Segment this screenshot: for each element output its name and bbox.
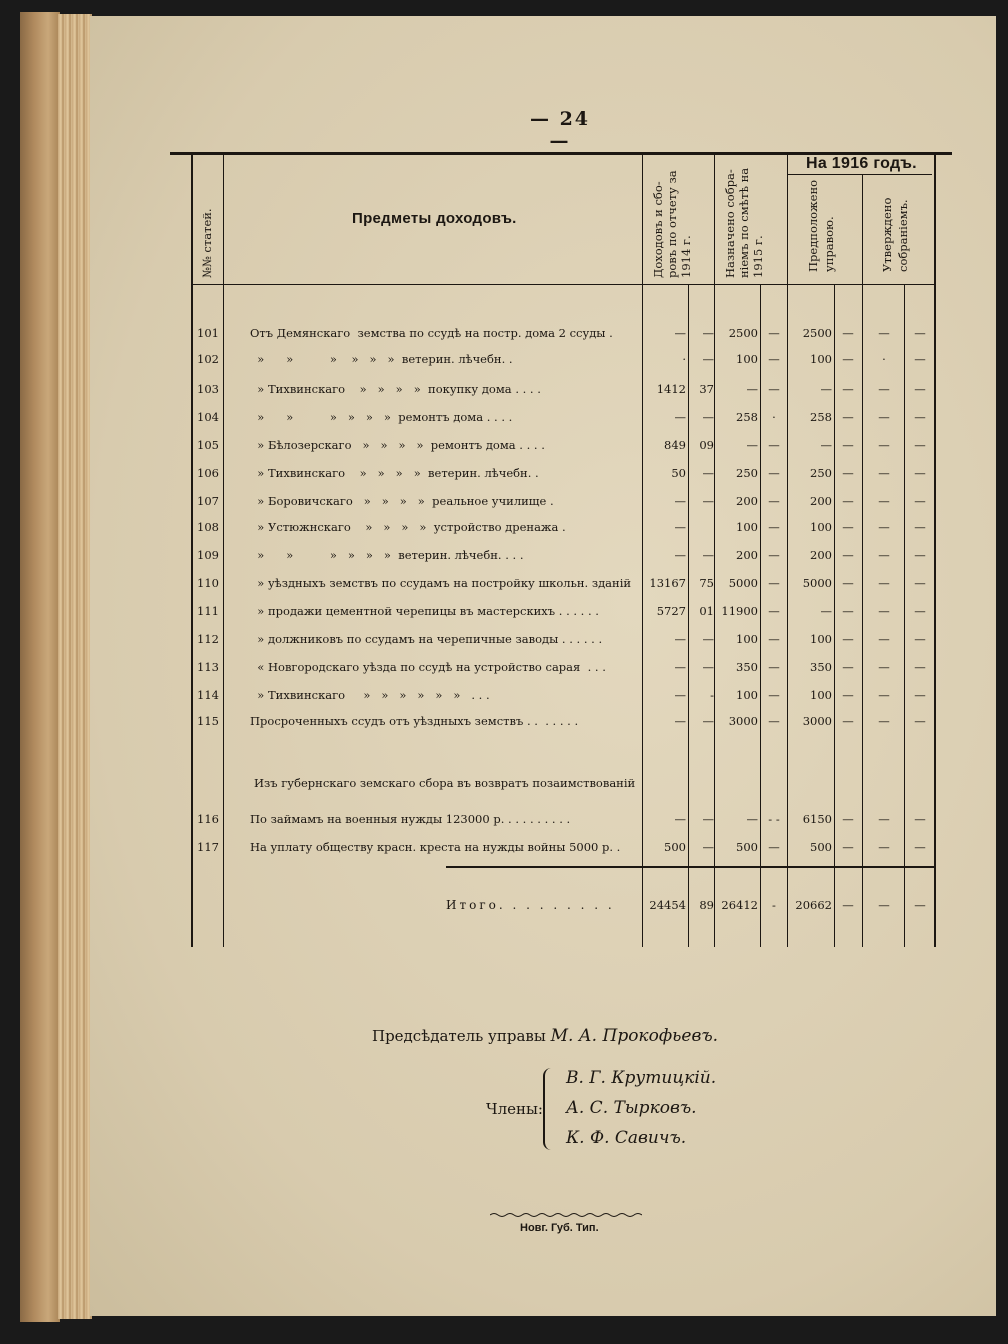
- cell-b2: —: [768, 352, 780, 366]
- cell-num: 101: [197, 326, 219, 340]
- cell-d2: —: [914, 714, 926, 728]
- cell-a2: —: [702, 548, 714, 562]
- cell-c1: 200: [810, 548, 832, 562]
- cell-d2: —: [914, 812, 926, 826]
- col-items-header: Предметы доходовъ.: [352, 210, 517, 227]
- cell-a1: 500: [664, 840, 686, 854]
- cell-d2: —: [914, 632, 926, 646]
- cell-d2: —: [914, 520, 926, 534]
- cell-c2: —: [842, 382, 854, 396]
- cell-a2: —: [702, 632, 714, 646]
- member-2: А. С. Тырковъ.: [566, 1098, 697, 1118]
- cell-b1: 3000: [728, 714, 758, 728]
- cell-c1: 6150: [802, 812, 832, 826]
- cell-c2: —: [842, 548, 854, 562]
- cell-b1: 5000: [728, 576, 758, 590]
- cell-a2: —: [702, 714, 714, 728]
- cell-num: 103: [197, 382, 219, 396]
- cell-c1: 100: [810, 520, 832, 534]
- total-b1: 26412: [721, 898, 758, 912]
- table-row: [0, 836, 1008, 858]
- cell-d1: —: [878, 714, 890, 728]
- cell-num: 108: [197, 520, 219, 534]
- table-row: [0, 462, 1008, 484]
- cell-c2: —: [842, 714, 854, 728]
- cell-b1: 100: [736, 688, 758, 702]
- cell-a2: —: [702, 840, 714, 854]
- cell-b2: —: [768, 840, 780, 854]
- cell-b2: —: [768, 688, 780, 702]
- cell-c2: —: [842, 438, 854, 452]
- cell-d2: —: [914, 494, 926, 508]
- cell-desc: » » » » » » ремонтъ дома . . . .: [250, 410, 513, 424]
- cell-c2: —: [842, 326, 854, 340]
- cell-b2: —: [768, 714, 780, 728]
- cell-desc: Отъ Демянскаго земства по ссудѣ на постр. дома 2 ссуды .: [250, 326, 613, 340]
- cell-c2: —: [842, 466, 854, 480]
- cell-d2: —: [914, 326, 926, 340]
- cell-b2: - -: [768, 812, 780, 826]
- cell-c1: —: [820, 438, 832, 452]
- table-row: [0, 434, 1008, 456]
- cell-a2: —: [702, 466, 714, 480]
- cell-d1: —: [878, 382, 890, 396]
- cell-c1: 5000: [802, 576, 832, 590]
- cell-desc: » » » » » » ветерин. лѣчебн. . . .: [250, 548, 524, 562]
- cell-b2: —: [768, 382, 780, 396]
- cell-desc: » Тихвинскаго » » » » покупку дома . . . .: [250, 382, 541, 396]
- cell-b2: —: [768, 520, 780, 534]
- table-row: [0, 808, 1008, 830]
- cell-desc: » уѣздныхъ земствъ по ссудамъ на постройку школьн. зданій: [250, 576, 632, 590]
- cell-desc: » Тихвинскаго » » » » ветерин. лѣчебн. .: [250, 466, 539, 480]
- cell-c1: 3000: [802, 714, 832, 728]
- cell-b1: —: [746, 382, 758, 396]
- cell-desc: Просроченныхъ ссудъ отъ уѣздныхъ земствъ . . . . . . .: [250, 714, 579, 728]
- cell-num: 113: [197, 660, 219, 674]
- table-row: [0, 378, 1008, 400]
- chair-line: [372, 1026, 718, 1046]
- cell-c1: —: [820, 604, 832, 618]
- table-row: [0, 406, 1008, 428]
- cell-b1: 500: [736, 840, 758, 854]
- cell-c2: —: [842, 688, 854, 702]
- cell-b2: —: [768, 494, 780, 508]
- total-b2: -: [772, 898, 776, 912]
- cell-a1: 13167: [649, 576, 686, 590]
- cell-d2: —: [914, 548, 926, 562]
- cell-b1: 258: [736, 410, 758, 424]
- member-3: К. Ф. Савичъ.: [566, 1128, 687, 1148]
- total-label: Итого. . . . . . . . .: [446, 898, 615, 912]
- cell-a1: —: [674, 660, 686, 674]
- cell-d1: —: [878, 688, 890, 702]
- chair-name: М. А. Прокофьевъ.: [550, 1026, 719, 1046]
- total-a1: 24454: [649, 898, 686, 912]
- cell-c2: —: [842, 812, 854, 826]
- cell-b1: 2500: [728, 326, 758, 340]
- cell-b2: —: [768, 438, 780, 452]
- cell-b1: 200: [736, 494, 758, 508]
- cell-a2: —: [702, 660, 714, 674]
- cell-a1: 50: [671, 466, 686, 480]
- cell-desc: » Боровичскаго » » » » реальное училище .: [250, 494, 554, 508]
- table-row: [0, 516, 1008, 538]
- cell-a2: —: [702, 812, 714, 826]
- cell-a1: 849: [664, 438, 686, 452]
- total-d1: —: [878, 898, 890, 912]
- cell-c1: —: [820, 382, 832, 396]
- cell-d2: —: [914, 604, 926, 618]
- total-a2: 89: [699, 898, 714, 912]
- cell-b2: —: [768, 326, 780, 340]
- cell-d1: —: [878, 548, 890, 562]
- cell-d2: —: [914, 352, 926, 366]
- cell-b1: 11900: [721, 604, 758, 618]
- cell-d2: —: [914, 688, 926, 702]
- cell-b2: —: [768, 660, 780, 674]
- total-d2: —: [914, 898, 926, 912]
- cell-a2: 37: [699, 382, 714, 396]
- cell-desc: » продажи цементной черепицы въ мастерскихъ . . . . . .: [250, 604, 599, 618]
- cell-c2: —: [842, 576, 854, 590]
- cell-num: 107: [197, 494, 219, 508]
- cell-a2: 09: [699, 438, 714, 452]
- table-row: [0, 322, 1008, 344]
- cell-a2: -: [710, 688, 714, 702]
- cell-b1: —: [746, 438, 758, 452]
- cell-c1: 258: [810, 410, 832, 424]
- cell-c1: 100: [810, 352, 832, 366]
- cell-a1: —: [674, 548, 686, 562]
- ornamental-rule: [490, 1212, 642, 1218]
- cell-d1: —: [878, 520, 890, 534]
- cell-a1: 1412: [656, 382, 686, 396]
- cell-c1: 100: [810, 632, 832, 646]
- cell-c1: 200: [810, 494, 832, 508]
- members-brace: [543, 1068, 555, 1150]
- group-1916-rule: [788, 174, 932, 175]
- cell-c2: —: [842, 520, 854, 534]
- cell-d1: —: [878, 326, 890, 340]
- cell-b2: —: [768, 604, 780, 618]
- cell-c2: —: [842, 352, 854, 366]
- table-row: [0, 628, 1008, 650]
- cell-num: 105: [197, 438, 219, 452]
- header-bottom-rule: [192, 284, 936, 285]
- table-row: [0, 490, 1008, 512]
- cell-c2: —: [842, 660, 854, 674]
- cell-a1: ·: [682, 352, 686, 366]
- cell-d1: —: [878, 410, 890, 424]
- col-num-header: №№ статей.: [200, 208, 214, 278]
- cell-a1: —: [674, 410, 686, 424]
- cell-c2: —: [842, 410, 854, 424]
- table-row: [0, 710, 1008, 732]
- cell-a1: —: [674, 632, 686, 646]
- cell-desc: « Новгородскаго уѣзда по ссудѣ на устройство сарая . . .: [250, 660, 606, 674]
- cell-num: 106: [197, 466, 219, 480]
- cell-a1: —: [674, 812, 686, 826]
- cell-c2: —: [842, 494, 854, 508]
- cell-a2: —: [702, 410, 714, 424]
- table-row: [0, 544, 1008, 566]
- cell-c1: 100: [810, 688, 832, 702]
- cell-d1: —: [878, 660, 890, 674]
- cell-num: 112: [197, 632, 219, 646]
- cell-b1: 100: [736, 520, 758, 534]
- cell-b1: 100: [736, 632, 758, 646]
- cell-desc: » » » » » » ветерин. лѣчебн. .: [250, 352, 513, 366]
- cell-d1: ·: [882, 352, 886, 366]
- cell-d2: —: [914, 576, 926, 590]
- cell-a2: —: [702, 352, 714, 366]
- cell-b1: 100: [736, 352, 758, 366]
- chair-label: Предсѣдатель управы: [372, 1027, 546, 1045]
- printer-imprint: Новг. Губ. Тип.: [520, 1222, 599, 1234]
- cell-num: 110: [197, 576, 219, 590]
- cell-d2: —: [914, 466, 926, 480]
- table-row: [0, 600, 1008, 622]
- cell-a1: —: [674, 494, 686, 508]
- cell-a1: —: [674, 326, 686, 340]
- cell-num: 115: [197, 714, 219, 728]
- cell-d2: —: [914, 660, 926, 674]
- col-1916-title: На 1916 годъ.: [806, 155, 917, 172]
- cell-num: 117: [197, 840, 219, 854]
- cell-a1: —: [674, 688, 686, 702]
- cell-b1: 200: [736, 548, 758, 562]
- cell-num: 104: [197, 410, 219, 424]
- cell-a2: 01: [699, 604, 714, 618]
- cell-b1: —: [746, 812, 758, 826]
- table-row: [0, 572, 1008, 594]
- table-row: [0, 684, 1008, 706]
- cell-num: 102: [197, 352, 219, 366]
- cell-a2: —: [702, 494, 714, 508]
- cell-a2: —: [702, 326, 714, 340]
- cell-num: 111: [197, 604, 219, 618]
- table-subheading: Изъ губернскаго земскаго сбора въ возвратъ позаимствованій: [254, 776, 636, 790]
- cell-d2: —: [914, 438, 926, 452]
- cell-c1: 350: [810, 660, 832, 674]
- total-c1: 20662: [795, 898, 832, 912]
- cell-d2: —: [914, 410, 926, 424]
- cell-b2: —: [768, 548, 780, 562]
- cell-d1: —: [878, 494, 890, 508]
- cell-a1: —: [674, 520, 686, 534]
- cell-d2: —: [914, 382, 926, 396]
- cell-num: 109: [197, 548, 219, 562]
- member-1: В. Г. Крутицкій.: [566, 1068, 717, 1088]
- cell-b2: ·: [772, 410, 776, 424]
- total-c2: —: [842, 898, 854, 912]
- table-row: [0, 348, 1008, 370]
- cell-b2: —: [768, 576, 780, 590]
- cell-b2: —: [768, 466, 780, 480]
- cell-d1: —: [878, 812, 890, 826]
- cell-desc: » должниковъ по ссудамъ на черепичные заводы . . . . . .: [250, 632, 603, 646]
- cell-d1: —: [878, 576, 890, 590]
- cell-a1: —: [674, 714, 686, 728]
- cell-b1: 350: [736, 660, 758, 674]
- cell-d2: —: [914, 840, 926, 854]
- cell-d1: —: [878, 438, 890, 452]
- members-label: Члены:: [486, 1100, 543, 1118]
- cell-b2: —: [768, 632, 780, 646]
- page-number: — 24 —: [529, 108, 591, 152]
- cell-desc: » Бѣлозерскаго » » » » ремонтъ дома . . . .: [250, 438, 545, 452]
- cell-desc: » Устюжнскаго » » » » устройство дренажа .: [250, 520, 566, 534]
- cell-d1: —: [878, 840, 890, 854]
- cell-d1: —: [878, 632, 890, 646]
- cell-desc: По займамъ на военныя нужды 123000 р. . . . . . . . . .: [250, 812, 571, 826]
- cell-d1: —: [878, 466, 890, 480]
- cell-c2: —: [842, 840, 854, 854]
- cell-c1: 2500: [802, 326, 832, 340]
- cell-c1: 500: [810, 840, 832, 854]
- cell-c2: —: [842, 632, 854, 646]
- cell-desc: » Тихвинскаго » » » » » » . . .: [250, 688, 490, 702]
- cell-a1: 5727: [656, 604, 686, 618]
- cell-c1: 250: [810, 466, 832, 480]
- total-top-rule: [446, 866, 936, 868]
- cell-d1: —: [878, 604, 890, 618]
- table-row: [0, 656, 1008, 678]
- cell-c2: —: [842, 604, 854, 618]
- cell-b1: 250: [736, 466, 758, 480]
- cell-desc: На уплату обществу красн. креста на нужды войны 5000 р. .: [250, 840, 621, 854]
- cell-num: 114: [197, 688, 219, 702]
- cell-num: 116: [197, 812, 219, 826]
- cell-a2: 75: [699, 576, 714, 590]
